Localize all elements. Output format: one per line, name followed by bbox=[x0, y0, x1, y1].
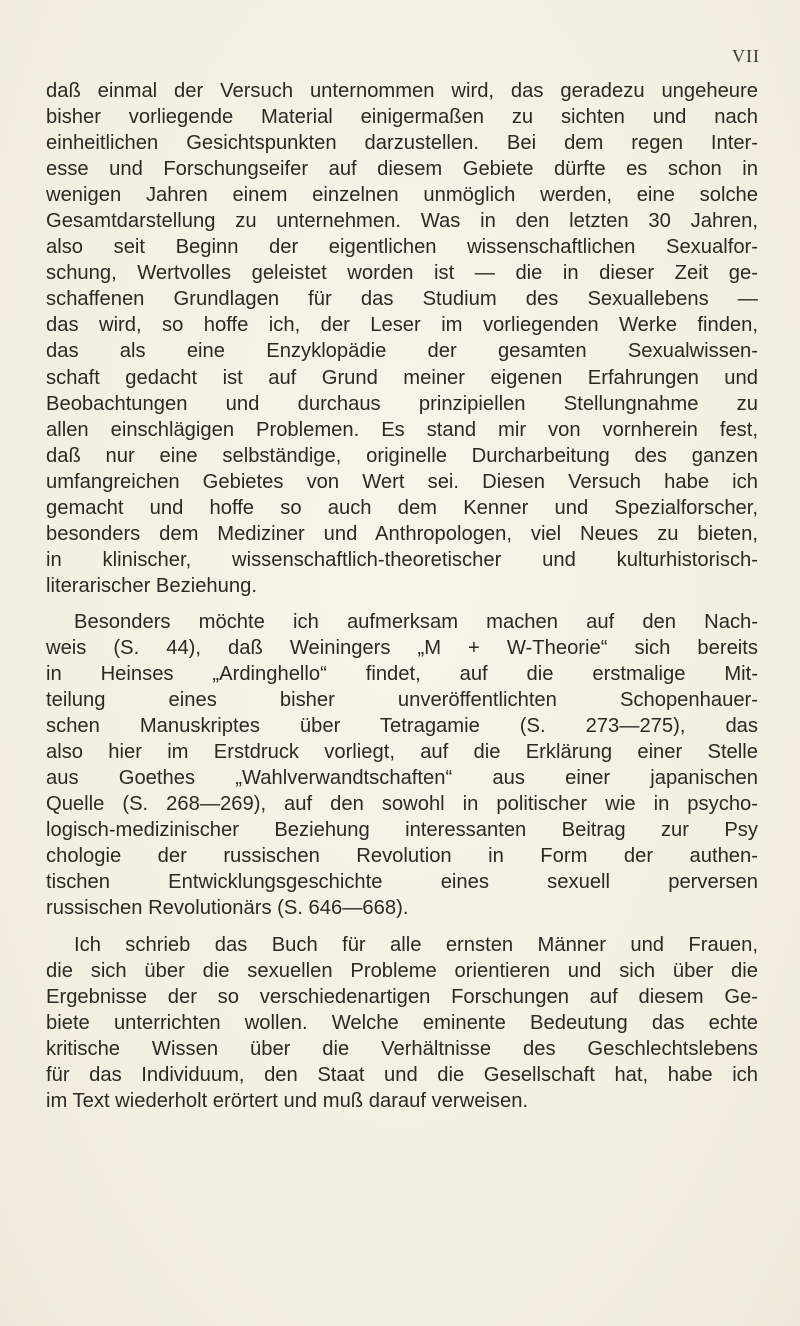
text-line: kritische Wissen über die Verhältnisse des Geschlechtslebens bbox=[46, 1037, 758, 1060]
text-line: Gesamtdarstellung zu unternehmen. Was in den letzten 30 Jahren, bbox=[46, 210, 758, 233]
text-line: für das Individuum, den Staat und die Gesellschaft hat, habe ich bbox=[46, 1063, 758, 1086]
text-line: besonders dem Mediziner und Anthropologen, viel Neues zu bieten, bbox=[46, 522, 758, 545]
text-line: Ergebnisse der so verschiedenartigen Forschungen auf diesem Ge- bbox=[46, 985, 758, 1008]
body-text bbox=[46, 78, 758, 1124]
text-line: logisch-medizinischer Beziehung interessanten Beitrag zur Psy bbox=[46, 819, 758, 842]
text-line: daß einmal der Versuch unternommen wird, das geradezu ungeheure bbox=[46, 80, 758, 102]
text-line: einheitlichen Gesichtspunkten darzustellen. Bei dem regen Inter- bbox=[46, 132, 758, 155]
text-line: das als eine Enzyklopädie der gesamten Sexualwissen- bbox=[46, 340, 758, 363]
text-line: esse und Forschungseifer auf diesem Gebiete dürfte es schon in bbox=[46, 158, 758, 181]
text-line: schaft gedacht ist auf Grund meiner eigenen Erfahrungen und bbox=[46, 366, 758, 389]
text-line: literarischer Beziehung. bbox=[46, 574, 257, 597]
paragraph-3 bbox=[46, 932, 758, 1114]
text-line: das wird, so hoffe ich, der Leser im vorliegenden Werke finden, bbox=[46, 314, 758, 337]
text-line: umfangreichen Gebietes von Wert sei. Diesen Versuch habe ich bbox=[46, 470, 758, 493]
text-line: Quelle (S. 268—269), auf den sowohl in politischer wie in psycho- bbox=[46, 793, 758, 816]
text-line: in klinischer, wissenschaftlich-theoretischer und kulturhistorisch- bbox=[46, 548, 758, 571]
text-line: biete unterrichten wollen. Welche eminente Bedeutung das echte bbox=[46, 1011, 758, 1034]
text-line: russischen Revolutionärs (S. 646—668). bbox=[46, 897, 409, 920]
text-line: also hier im Erstdruck vorliegt, auf die Erklärung einer Stelle bbox=[46, 741, 758, 764]
text-line: teilung eines bisher unveröffentlichten Schopenhauer- bbox=[46, 689, 758, 712]
text-line: schung, Wertvolles geleistet worden ist — die in dieser Zeit ge- bbox=[46, 262, 758, 285]
text-line: Beobachtungen und durchaus prinzipiellen Stellungnahme zu bbox=[46, 392, 758, 415]
text-line: Besonders möchte ich aufmerksam machen auf den Nach- bbox=[74, 610, 758, 633]
text-line: gemacht und hoffe so auch dem Kenner und Spezialforscher, bbox=[46, 496, 758, 519]
paragraph-2 bbox=[46, 609, 758, 922]
text-line: tischen Entwicklungsgeschichte eines sexuell perversen bbox=[46, 871, 758, 894]
text-line: die sich über die sexuellen Probleme orientieren und sich über die bbox=[46, 959, 758, 982]
text-line: daß nur eine selbständige, originelle Durcharbeitung des ganzen bbox=[46, 444, 758, 467]
text-line: aus Goethes „Wahlverwandtschaften“ aus einer japanischen bbox=[46, 767, 758, 790]
text-line: chologie der russischen Revolution in Form der authen- bbox=[46, 845, 758, 868]
text-line: bisher vorliegende Material einigermaßen zu sichten und nach bbox=[46, 106, 758, 129]
text-line: allen einschlägigen Problemen. Es stand mir von vornherein fest, bbox=[46, 418, 758, 441]
text-line: in Heinses „Ardinghello“ findet, auf die erstmalige Mit- bbox=[46, 663, 758, 686]
page-number: VII bbox=[732, 46, 760, 66]
text-line: schaffenen Grundlagen für das Studium des Sexuallebens — bbox=[46, 288, 758, 311]
text-line: Ich schrieb das Buch für alle ernsten Männer und Frauen, bbox=[74, 933, 758, 956]
text-line: weis (S. 44), daß Weiningers „M + W-Theorie“ sich bereits bbox=[46, 636, 758, 659]
text-line: im Text wiederholt erörtert und muß darauf verweisen. bbox=[46, 1089, 529, 1112]
text-line: wenigen Jahren einem einzelnen unmöglich werden, eine solche bbox=[46, 184, 758, 207]
text-line: schen Manuskriptes über Tetragamie (S. 273—275), das bbox=[46, 715, 758, 738]
paragraph-1 bbox=[46, 78, 758, 599]
text-line: also seit Beginn der eigentlichen wissenschaftlichen Sexualfor- bbox=[46, 236, 758, 259]
